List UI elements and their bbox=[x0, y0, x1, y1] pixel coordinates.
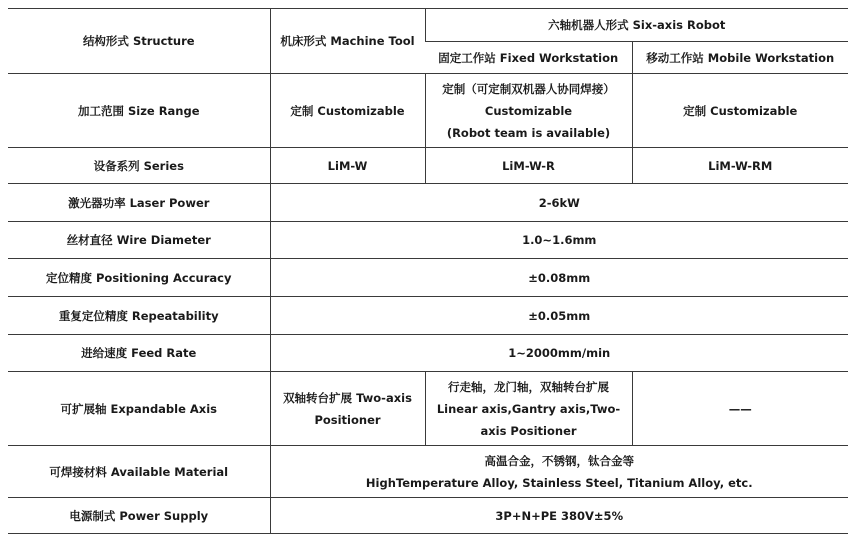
header-structure: 结构形式 Structure bbox=[8, 9, 270, 74]
header-six-axis-robot: 六轴机器人形式 Six-axis Robot bbox=[425, 9, 848, 42]
size-range-fixed-line-1: 定制（可定制双机器人协同焊接） bbox=[442, 81, 615, 96]
size-range-mobile: 定制 Customizable bbox=[632, 74, 848, 148]
row-expandable-axis bbox=[8, 372, 848, 446]
row-feed-rate bbox=[8, 335, 848, 372]
wire-diameter-label: 丝材直径 Wire Diameter bbox=[8, 222, 270, 259]
spec-table bbox=[8, 8, 848, 534]
expandable-axis-label: 可扩展轴 Expandable Axis bbox=[8, 372, 270, 446]
available-material-line-2: HighTemperature Alloy, Stainless Steel, Titanium Alloy, etc. bbox=[365, 475, 753, 490]
row-wire-diameter bbox=[8, 222, 848, 259]
size-range-machine-tool: 定制 Customizable bbox=[270, 74, 425, 148]
series-fixed: LiM-W-R bbox=[425, 148, 632, 184]
header-mobile-workstation: 移动工作站 Mobile Workstation bbox=[632, 42, 848, 74]
series-machine-tool: LiM-W bbox=[270, 148, 425, 184]
repeatability-label: 重复定位精度 Repeatability bbox=[8, 297, 270, 335]
available-material-value bbox=[270, 446, 848, 498]
power-supply-label: 电源制式 Power Supply bbox=[8, 498, 270, 534]
header-fixed-workstation: 固定工作站 Fixed Workstation bbox=[425, 42, 632, 74]
laser-power-value: 2-6kW bbox=[270, 184, 848, 222]
row-laser-power bbox=[8, 184, 848, 222]
expandable-axis-machine-tool-line-1: 双轴转台扩展 Two-axis bbox=[283, 390, 412, 405]
available-material-label: 可焊接材料 Available Material bbox=[8, 446, 270, 498]
size-range-label: 加工范围 Size Range bbox=[8, 74, 270, 148]
series-label: 设备系列 Series bbox=[8, 148, 270, 184]
size-range-fixed-line-3: (Robot team is available) bbox=[446, 125, 611, 140]
power-supply-value: 3P+N+PE 380V±5% bbox=[270, 498, 848, 534]
expandable-axis-fixed-line-3: axis Positioner bbox=[480, 423, 577, 438]
laser-power-label: 激光器功率 Laser Power bbox=[8, 184, 270, 222]
row-available-material bbox=[8, 446, 848, 498]
header-machine-tool: 机床形式 Machine Tool bbox=[270, 9, 425, 74]
spec-table-container bbox=[8, 8, 848, 534]
feed-rate-value: 1~2000mm/min bbox=[270, 335, 848, 372]
row-repeatability bbox=[8, 297, 848, 335]
repeatability-value: ±0.05mm bbox=[270, 297, 848, 335]
expandable-axis-fixed bbox=[425, 372, 632, 446]
series-mobile: LiM-W-RM bbox=[632, 148, 848, 184]
feed-rate-label: 进给速度 Feed Rate bbox=[8, 335, 270, 372]
wire-diameter-value: 1.0~1.6mm bbox=[270, 222, 848, 259]
expandable-axis-fixed-line-2: Linear axis,Gantry axis,Two- bbox=[436, 401, 621, 416]
row-size-range bbox=[8, 74, 848, 148]
row-power-supply bbox=[8, 498, 848, 534]
expandable-axis-machine-tool-line-2: Positioner bbox=[314, 412, 381, 427]
expandable-axis-fixed-line-1: 行走轴，龙门轴，双轴转台扩展 bbox=[448, 379, 609, 394]
available-material-line-1: 高温合金，不锈钢，钛合金等 bbox=[484, 453, 634, 468]
positioning-accuracy-value: ±0.08mm bbox=[270, 259, 848, 297]
expandable-axis-mobile: —— bbox=[632, 372, 848, 446]
header-row-1 bbox=[8, 9, 848, 42]
row-positioning-accuracy bbox=[8, 259, 848, 297]
row-series bbox=[8, 148, 848, 184]
size-range-fixed-line-2: Customizable bbox=[484, 103, 573, 118]
expandable-axis-machine-tool bbox=[270, 372, 425, 446]
positioning-accuracy-label: 定位精度 Positioning Accuracy bbox=[8, 259, 270, 297]
size-range-fixed bbox=[425, 74, 632, 148]
